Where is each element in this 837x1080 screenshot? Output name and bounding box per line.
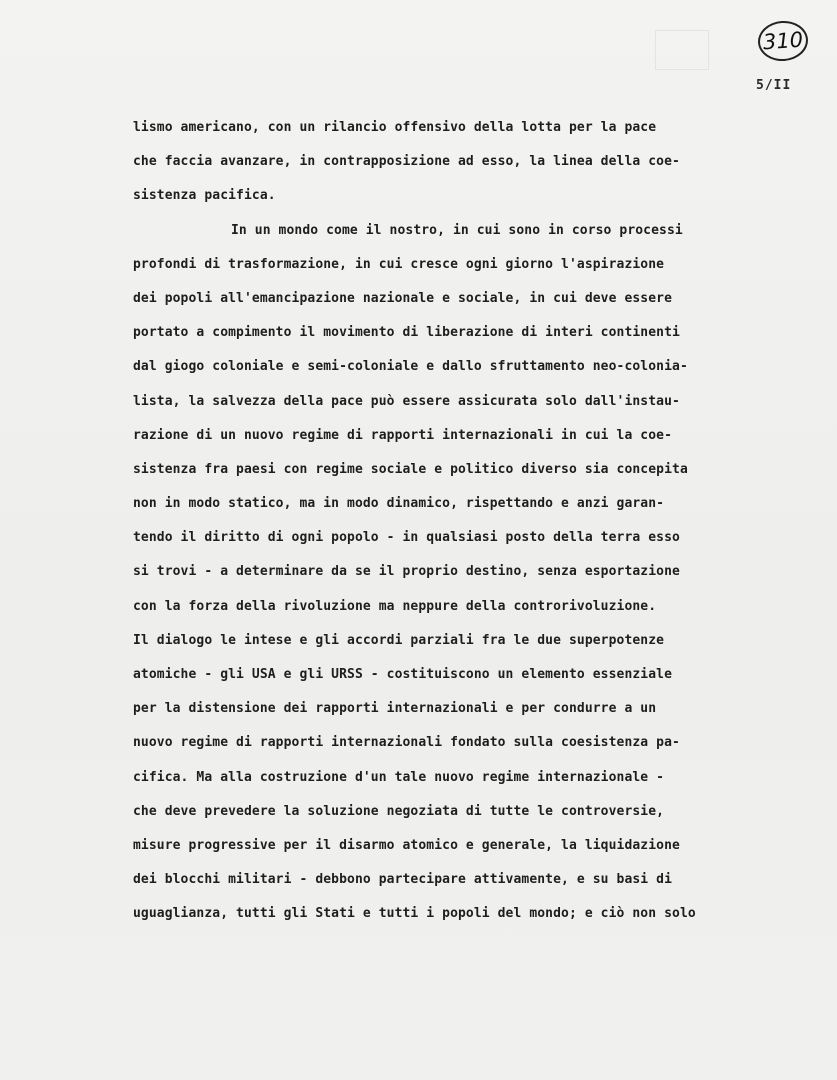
text-line: lismo americano, con un rilancio offensivo della lotta per la pace	[133, 120, 657, 135]
text-line: dal giogo coloniale e semi-coloniale e dallo sfruttamento neo-coloniа-	[133, 359, 688, 375]
text-line: lista, la salvezza della pace può essere assicurata solo dall'instau-	[133, 393, 680, 409]
page-stamp	[757, 19, 810, 62]
text-line: cifica. Ma alla costruzione d'un tale nuovo regime internazionale -	[133, 769, 665, 785]
text-line: sistenza pacifica.	[133, 188, 276, 204]
text-line: nuovo regime di rapporti internazionali fondato sulla coesistenza pa-	[133, 735, 680, 751]
text-line: misure progressive per il disarmo atomico e generale, la liquidazione	[133, 837, 680, 853]
stamp-number: 310	[762, 27, 804, 55]
text-line: con la forza della rivoluzione ma neppure della controrivoluzione.	[133, 598, 657, 614]
text-line: che deve prevedere la soluzione negoziata di tutte le controversie,	[133, 803, 665, 819]
text-line: tendo il diritto di ogni popolo - in qualsiasi posto della terra esso	[133, 530, 680, 546]
text-line: atomiche - gli USA e gli URSS - costituiscono un elemento essenziale	[133, 667, 673, 682]
text-line: per la distensione dei rapporti internazionali e per condurre a un	[133, 701, 657, 717]
text-line: razione di un nuovo regime di rapporti internazionali in cui la coe-	[133, 427, 673, 443]
text-line: che faccia avanzare, in contrapposizione ad esso, la linea della coe-	[133, 154, 680, 170]
typewritten-body	[133, 111, 823, 932]
text-line: dei popoli all'emancipazione nazionale e sociale, in cui deve essere	[133, 290, 673, 306]
text-line: Il dialogo le intese e gli accordi parziali fra le due superpotenze	[133, 632, 665, 648]
faint-printed-box	[655, 30, 709, 70]
text-line: portato a compimento il movimento di liberazione di interi continenti	[133, 325, 680, 341]
text-line: sistenza fra paesi con regime sociale e politico diverso sia concepita	[133, 461, 688, 477]
text-line: si trovi - a determinare da se il proprio destino, senza esportazione	[133, 564, 680, 580]
text-line: non in modo statico, ma in modo dinamico, rispettando e anzi garan-	[133, 496, 665, 512]
text-line: uguaglianza, tutti gli Stati e tutti i popoli del mondo; e ciò non solo	[133, 906, 696, 922]
text-line: profondi di trasformazione, in cui cresce ogni giorno l'aspirazione	[133, 256, 665, 272]
text-line: dei blocchi militari - debbono partecipare attivamente, e su basi di	[133, 872, 673, 888]
text-line-indented: In un mondo come il nostro, in cui sono in corso processi	[231, 222, 683, 238]
page-label: 5/II	[756, 78, 792, 93]
